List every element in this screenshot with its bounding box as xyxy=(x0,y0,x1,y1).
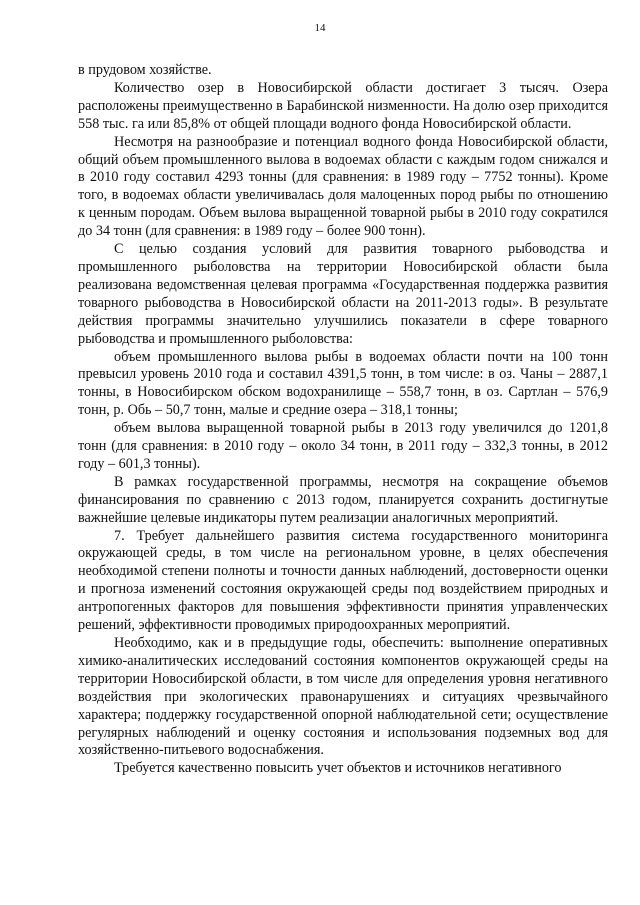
paragraph-fishing-decline: Несмотря на разнообразие и потенциал водного фонда Новосибирской области, общий объем промышленного вылова в водоемах области с каждым годом снижался и в 2010 году составил 4293 тонны (для сравнения: в 1989 году – 7752 тонны). Кроме того, в водоемах области увеличивалась доля малоценных пород рыбы по отношению к ценным породам. Объем вылова выращенной товарной рыбы в 2010 году сократился до 34 тонн (для сравнения: в 1989 году – более 900 тонн). xyxy=(78,133,608,240)
paragraph-accounting: Требуется качественно повысить учет объектов и источников негативного xyxy=(114,760,562,777)
paragraph-program: С целью создания условий для развития товарного рыбоводства и промышленного рыболовства на территории Новосибирской области была реализована ведомственная целевая программа «Государственная поддержка развития товарного рыбоводства в Новосибирской области на 2011-2013 годы». В результате действия программы значительно улучшились показатели в сфере товарного рыбоводства и промышленного рыболовства: xyxy=(78,241,608,347)
paragraph-commercial-fish: объем вылова выращенной товарной рыбы в 2013 году увеличился до 1201,8 тонн (для сравнения: в 2010 году – около 34 тонн, в 2011 году – 332,3 тонны, в 2012 году – 601,3 тонны). xyxy=(78,420,608,472)
paragraph-monitoring: 7. Требует дальнейшего развития система государственного мониторинга окружающей среды, в том числе на региональном уровне, в целях обеспечения необходимой степени полноты и точности данных наблюдений, достоверности оценки и прогноза изменений состояния окружающей среды под воздействием природных и антропогенных факторов для повышения эффективности принятия управленческих решений, эффективности проводимых природоохранных мероприятий. xyxy=(78,527,608,634)
paragraph-continuation: в прудовом хозяйстве. xyxy=(78,62,212,78)
document-body xyxy=(78,62,608,778)
paragraph-lakes-count: Количество озер в Новосибирской области достигает 3 тысяч. Озера расположены преимущественно в Барабинской низменности. На долю озер приходится 558 тыс. га или 85,8% от общей площади водного фонда Новосибирской области. xyxy=(78,79,608,132)
page-number: 14 xyxy=(314,22,326,34)
paragraph-necessary-actions: Необходимо, как и в предыдущие годы, обеспечить: выполнение оперативных химико-аналитических исследований состояния компонентов окружающей среды на территории Новосибирской области, в том числе для определения уровня негативного воздействия при экологических правонарушениях и ситуациях чрезвычайного характера; поддержку государственной опорной наблюдательной сети; осуществление регулярных наблюдений и оценку состояния и использования подземных вод для хозяйственно-питьевого водоснабжения. xyxy=(78,635,608,759)
paragraph-industrial-catch: объем промышленного вылова рыбы в водоемах области почти на 100 тонн превысил уровень 2010 года и составил 4391,5 тонн, в том числе: в оз. Чаны – 2887,1 тонны, в Новосибирском обском водохранилище – 558,7 тонн, в оз. Сартлан – 576,9 тонн, р. Обь – 50,7 тонн, малые и средние озера – 318,1 тонны; xyxy=(78,348,608,419)
paragraph-state-program: В рамках государственной программы, несмотря на сокращение объемов финансирования по сравнению с 2013 годом, планируется сохранить достигнутые важнейшие целевые индикаторы путем реализации аналогичных мероприятий. xyxy=(78,473,608,526)
